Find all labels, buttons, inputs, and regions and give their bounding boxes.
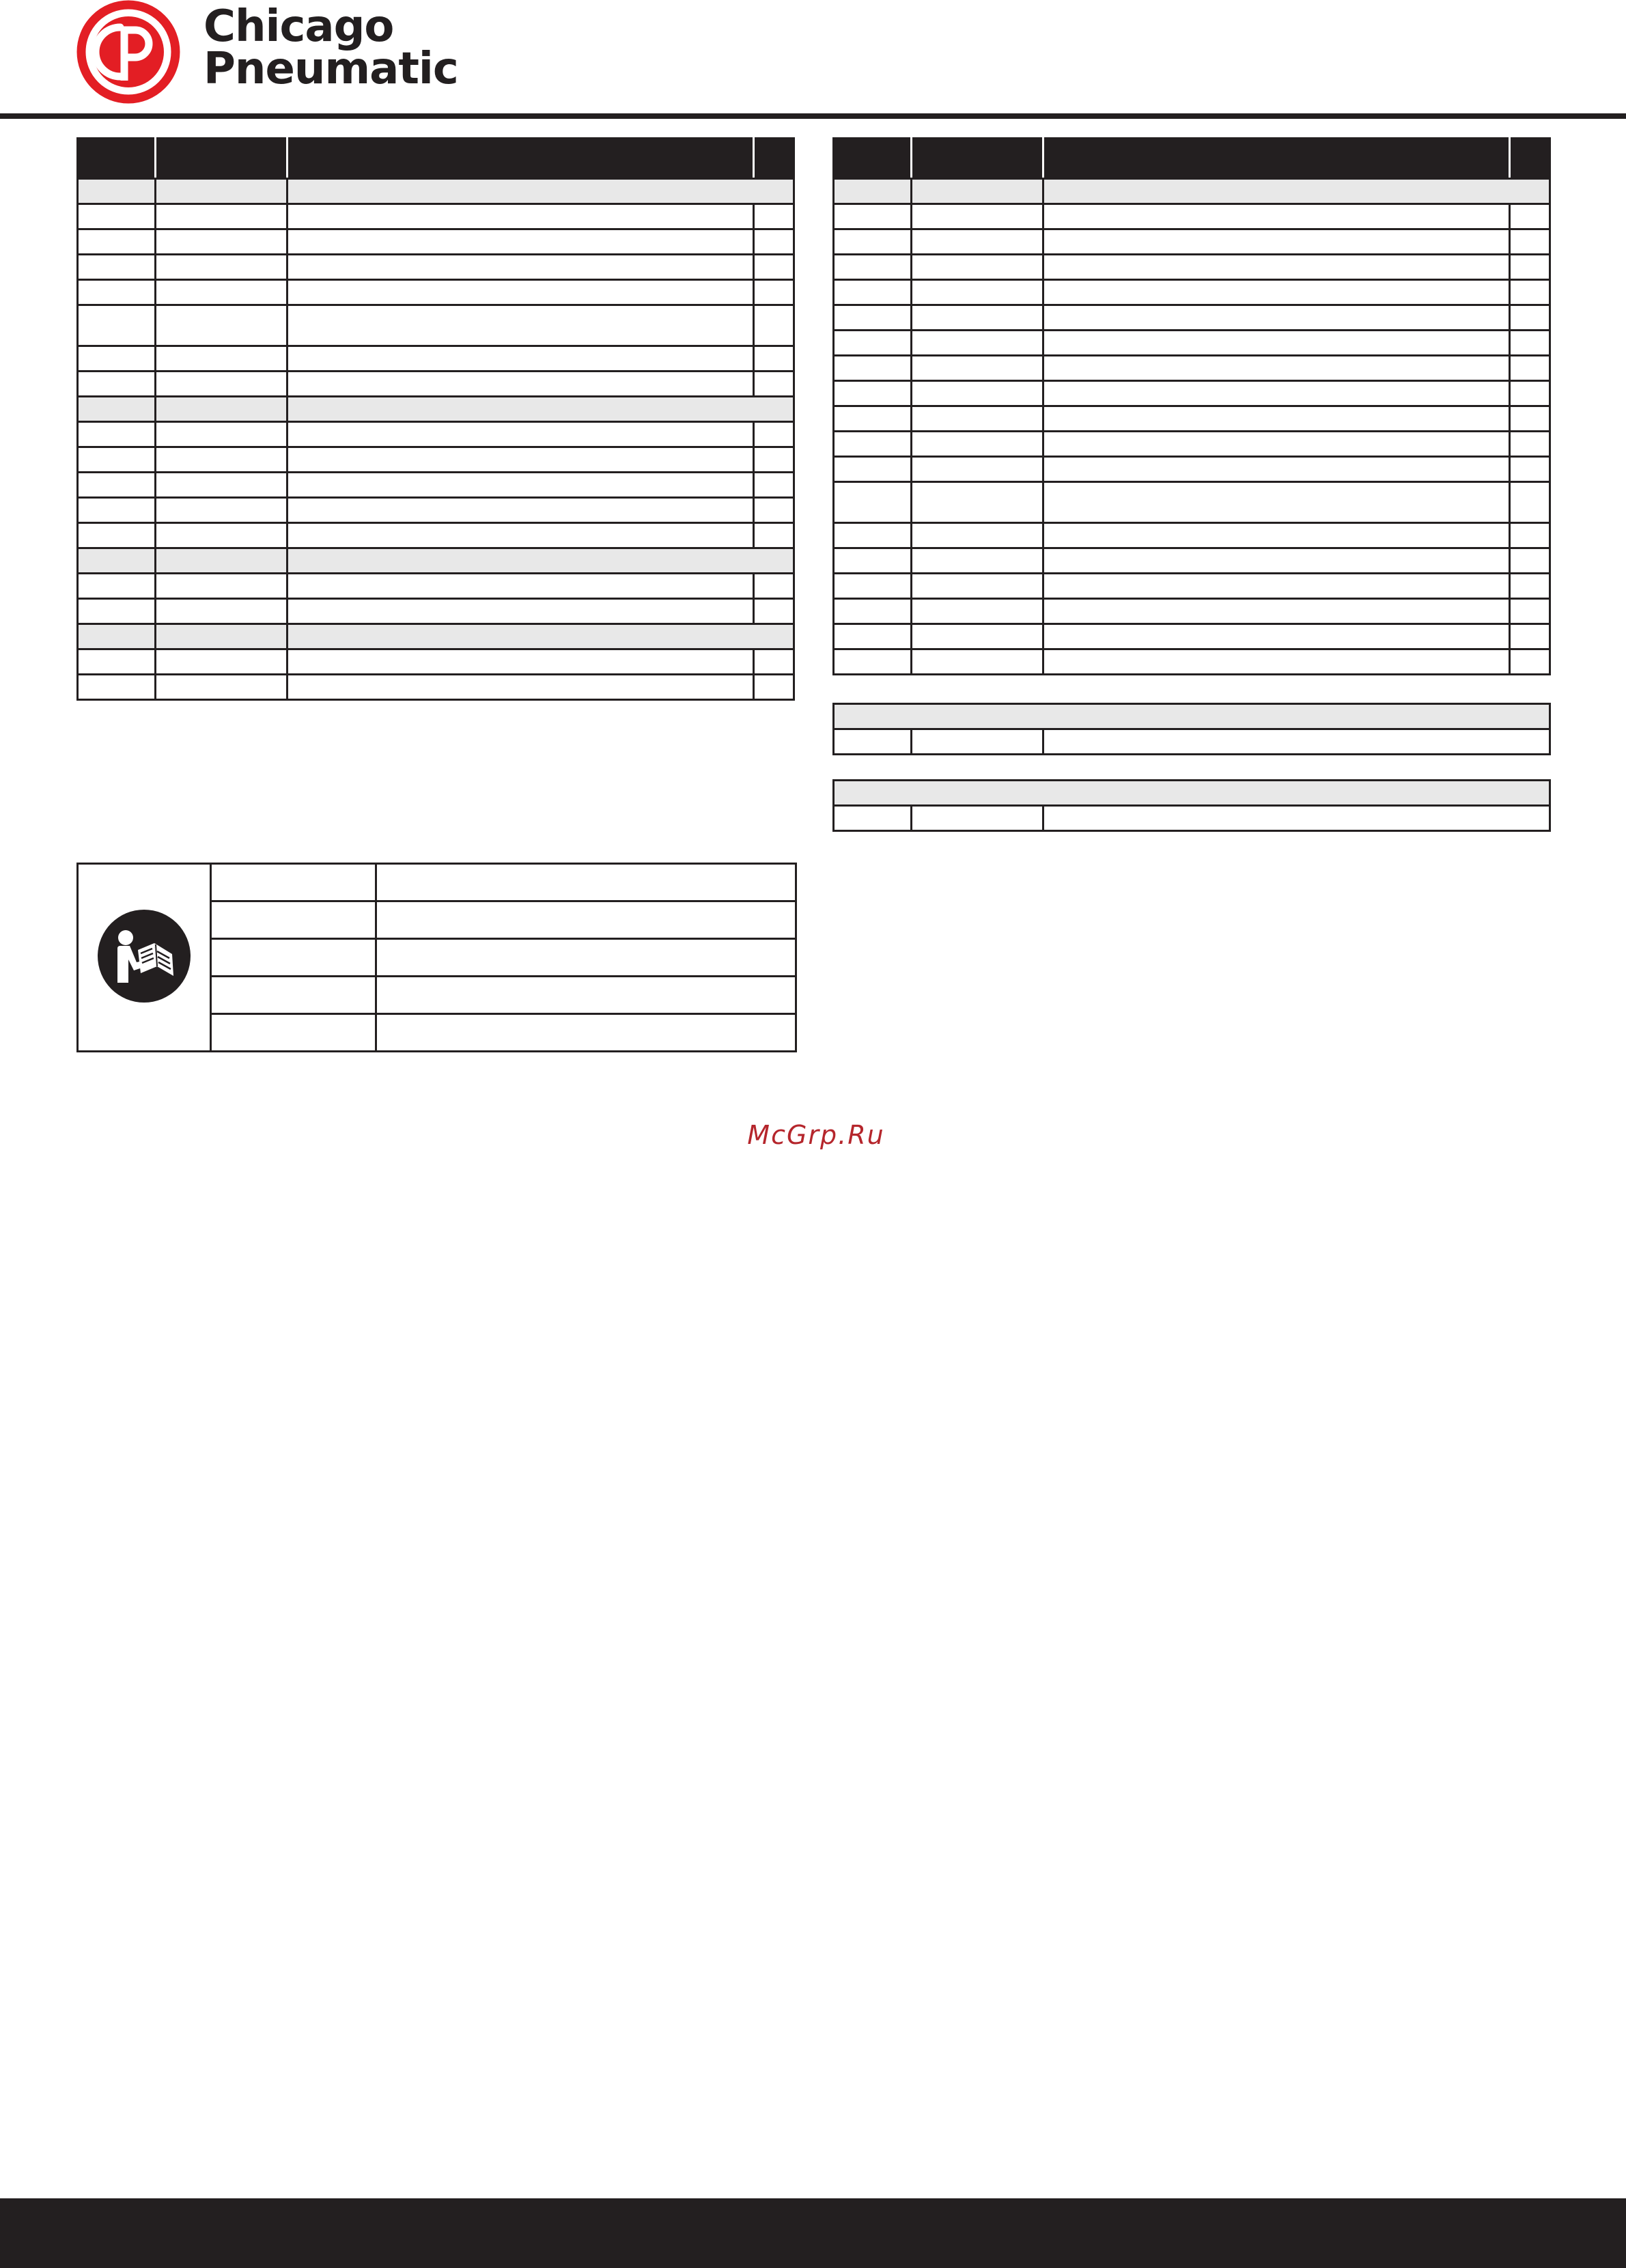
- table-row: [834, 599, 1550, 624]
- table-row: [78, 675, 794, 700]
- table-row: [834, 806, 1550, 831]
- table-row: [834, 381, 1550, 406]
- section-row: [78, 179, 794, 204]
- table-row: [834, 305, 1550, 331]
- section-row: [834, 781, 1550, 806]
- section-row: [834, 179, 1550, 204]
- cp-logo-icon: [76, 0, 180, 104]
- spec-table-small-1: [832, 703, 1551, 755]
- header-rule: [0, 113, 1626, 119]
- table-row: [78, 864, 796, 901]
- spec-table-right: [832, 137, 1551, 675]
- table-row: [78, 649, 794, 675]
- table-row: [78, 447, 794, 473]
- table-row: [78, 498, 794, 523]
- table-row: [834, 331, 1550, 356]
- brand-logo: [76, 0, 459, 104]
- table-row: [78, 574, 794, 599]
- table-row: [78, 372, 794, 397]
- table-header: [834, 139, 1550, 179]
- section-row: [78, 548, 794, 574]
- table-row: [78, 305, 794, 346]
- table-row: [834, 457, 1550, 482]
- section-row: [78, 624, 794, 649]
- brand-name: [204, 1, 458, 94]
- spec-table-small-2: [832, 779, 1551, 832]
- table-row: [78, 473, 794, 498]
- table-row: [78, 599, 794, 624]
- section-row: [78, 397, 794, 422]
- read-manual-icon: [97, 909, 191, 1003]
- footer-bar: [0, 2198, 1626, 2268]
- table-row: [834, 729, 1550, 755]
- manual-icon-cell: [78, 864, 211, 1052]
- spec-table-left: [76, 137, 795, 701]
- table-header: [78, 139, 794, 179]
- table-row: [834, 574, 1550, 599]
- table-row: [834, 280, 1550, 305]
- table-row: [834, 356, 1550, 381]
- table-row: [78, 280, 794, 305]
- table-row: [78, 229, 794, 255]
- table-row: [834, 204, 1550, 229]
- table-row: [834, 432, 1550, 457]
- section-row: [834, 704, 1550, 729]
- table-row: [78, 523, 794, 548]
- manual-info-table: [76, 863, 797, 1052]
- table-row: [78, 204, 794, 229]
- table-row: [78, 346, 794, 372]
- table-row: [78, 422, 794, 447]
- table-row: [834, 255, 1550, 280]
- table-row: [834, 482, 1550, 523]
- table-row: [78, 255, 794, 280]
- watermark-text: McGrp.Ru: [747, 1120, 885, 1150]
- table-row: [834, 229, 1550, 255]
- brand-name-line1: Chicago: [204, 1, 394, 52]
- table-row: [834, 523, 1550, 548]
- table-row: [834, 624, 1550, 649]
- table-row: [834, 406, 1550, 432]
- table-row: [834, 548, 1550, 574]
- brand-name-line2: Pneumatic: [204, 44, 458, 94]
- table-row: [834, 649, 1550, 675]
